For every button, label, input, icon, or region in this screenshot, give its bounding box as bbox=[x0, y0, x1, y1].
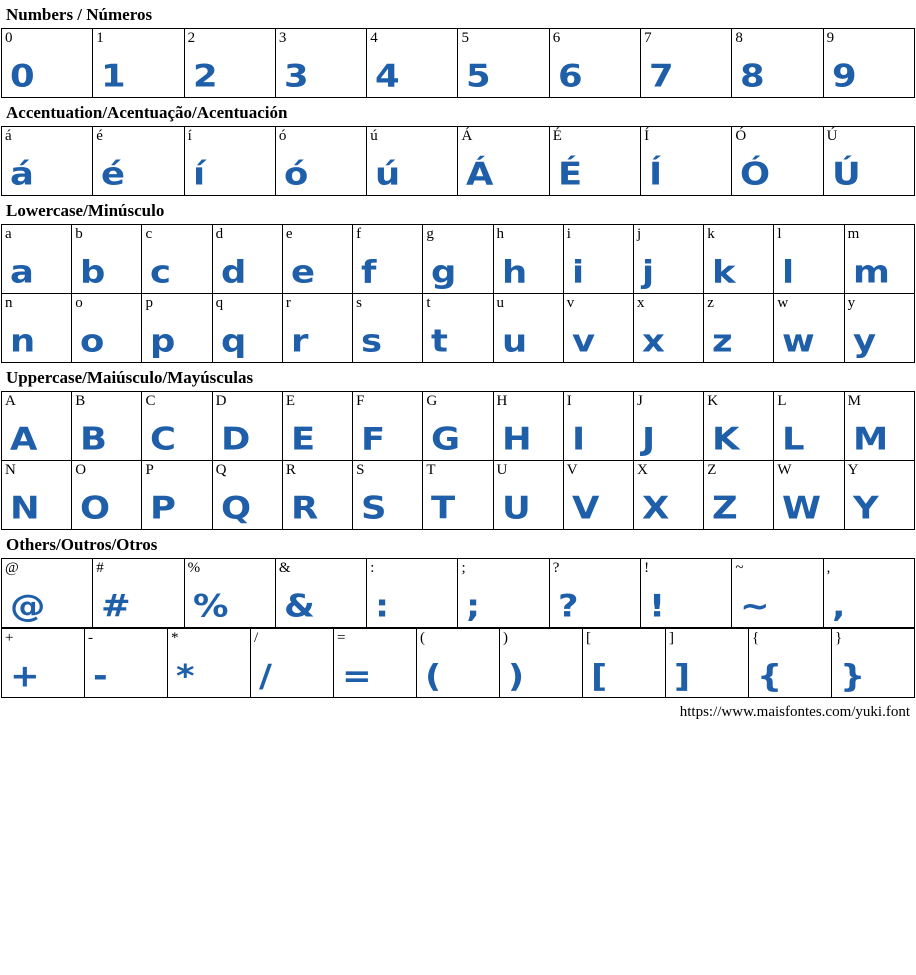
glyph-label: D bbox=[215, 393, 227, 409]
glyph-render: ) bbox=[508, 658, 525, 695]
glyph-cell bbox=[2, 294, 72, 363]
glyph-cell bbox=[72, 225, 142, 294]
glyph-cell bbox=[774, 294, 844, 363]
glyph-cell bbox=[72, 461, 142, 530]
glyph-render: Á bbox=[466, 156, 494, 193]
glyph-cell bbox=[704, 294, 774, 363]
glyph-render: c bbox=[150, 254, 172, 291]
glyph-cell bbox=[184, 559, 275, 628]
glyph-render: 8 bbox=[740, 58, 766, 95]
glyph-render: R bbox=[290, 490, 319, 527]
glyph-label: L bbox=[777, 393, 787, 409]
glyph-cell bbox=[367, 559, 458, 628]
glyph-render: f bbox=[361, 254, 377, 291]
glyph-cell bbox=[212, 392, 282, 461]
glyph-label: , bbox=[826, 560, 831, 576]
glyph-label: G bbox=[426, 393, 438, 409]
glyph-render: = bbox=[342, 658, 372, 695]
glyph-label: # bbox=[96, 560, 104, 576]
glyph-cell bbox=[844, 225, 914, 294]
glyph-label: [ bbox=[586, 630, 591, 646]
glyph-table-accentuation bbox=[1, 126, 915, 196]
glyph-cell bbox=[458, 559, 549, 628]
glyph-render: k bbox=[712, 254, 736, 291]
glyph-label: u bbox=[496, 295, 505, 311]
table-row bbox=[2, 629, 915, 698]
glyph-label: : bbox=[370, 560, 375, 576]
glyph-render: u bbox=[501, 323, 527, 360]
glyph-render: + bbox=[10, 658, 40, 695]
glyph-render: y bbox=[852, 323, 876, 360]
glyph-label: / bbox=[254, 630, 259, 646]
glyph-render: K bbox=[712, 421, 740, 458]
glyph-cell bbox=[844, 392, 914, 461]
glyph-label: x bbox=[636, 295, 645, 311]
glyph-label: W bbox=[777, 462, 792, 478]
glyph-render: í bbox=[192, 156, 205, 193]
glyph-cell bbox=[251, 629, 334, 698]
glyph-render: , bbox=[831, 588, 846, 625]
glyph-cell bbox=[493, 225, 563, 294]
glyph-label: S bbox=[356, 462, 365, 478]
glyph-cell bbox=[423, 461, 493, 530]
glyph-render: A bbox=[10, 421, 38, 458]
glyph-table-others-row2 bbox=[1, 628, 915, 698]
glyph-label: 7 bbox=[644, 30, 652, 46]
glyph-cell bbox=[823, 127, 914, 196]
glyph-cell bbox=[353, 294, 423, 363]
glyph-render: é bbox=[101, 156, 126, 193]
table-row bbox=[2, 294, 915, 363]
glyph-cell bbox=[367, 127, 458, 196]
glyph-cell bbox=[458, 127, 549, 196]
glyph-render: ú bbox=[375, 156, 401, 193]
glyph-render: C bbox=[150, 421, 177, 458]
glyph-render: 7 bbox=[649, 58, 674, 95]
glyph-label: O bbox=[75, 462, 87, 478]
glyph-cell bbox=[823, 559, 914, 628]
glyph-cell bbox=[282, 294, 352, 363]
glyph-render: / bbox=[259, 658, 272, 695]
glyph-render: Y bbox=[852, 490, 879, 527]
glyph-render: I bbox=[571, 421, 585, 458]
glyph-render: 3 bbox=[283, 58, 309, 95]
glyph-render: @ bbox=[10, 588, 46, 625]
glyph-label: i bbox=[566, 226, 571, 242]
glyph-label: { bbox=[752, 630, 760, 646]
glyph-cell bbox=[732, 127, 823, 196]
glyph-render: 1 bbox=[101, 58, 126, 95]
glyph-cell bbox=[704, 225, 774, 294]
glyph-cell bbox=[142, 294, 212, 363]
glyph-cell bbox=[184, 127, 275, 196]
glyph-render: v bbox=[571, 323, 595, 360]
glyph-cell bbox=[493, 461, 563, 530]
glyph-label: g bbox=[426, 226, 434, 242]
glyph-label: 3 bbox=[278, 30, 287, 46]
glyph-label: Ú bbox=[826, 128, 838, 144]
glyph-render: w bbox=[782, 323, 816, 360]
glyph-render: s bbox=[361, 323, 383, 360]
glyph-label: 2 bbox=[187, 30, 196, 46]
glyph-render: D bbox=[220, 421, 251, 458]
glyph-cell bbox=[633, 461, 703, 530]
glyph-render: z bbox=[712, 323, 733, 360]
glyph-cell bbox=[563, 225, 633, 294]
glyph-label: Y bbox=[847, 462, 859, 478]
glyph-label: ? bbox=[552, 560, 560, 576]
glyph-render: [ bbox=[591, 658, 608, 695]
glyph-cell bbox=[184, 29, 275, 98]
section-title-uppercase: Uppercase/Maiúsculo/Mayúsculas bbox=[6, 368, 254, 387]
glyph-cell bbox=[93, 127, 184, 196]
glyph-render: : bbox=[375, 588, 390, 625]
glyph-label: @ bbox=[5, 560, 19, 576]
glyph-label: É bbox=[552, 128, 562, 144]
glyph-render: 4 bbox=[375, 58, 400, 95]
glyph-label: y bbox=[847, 295, 856, 311]
glyph-label: Z bbox=[707, 462, 717, 478]
section-title-others: Others/Outros/Otros bbox=[6, 535, 158, 554]
glyph-cell bbox=[142, 225, 212, 294]
glyph-cell bbox=[633, 225, 703, 294]
glyph-cell bbox=[500, 629, 583, 698]
glyph-label: 0 bbox=[5, 30, 13, 46]
glyph-label: - bbox=[88, 630, 93, 646]
glyph-label: s bbox=[356, 295, 362, 311]
glyph-render: M bbox=[852, 421, 888, 458]
glyph-label: 8 bbox=[735, 30, 743, 46]
glyph-label: ~ bbox=[735, 560, 744, 576]
glyph-render: T bbox=[431, 490, 456, 527]
glyph-label: o bbox=[75, 295, 83, 311]
glyph-label: d bbox=[215, 226, 224, 242]
glyph-label: 6 bbox=[552, 30, 561, 46]
glyph-cell bbox=[832, 629, 915, 698]
glyph-render: W bbox=[782, 490, 822, 527]
glyph-cell bbox=[2, 29, 93, 98]
glyph-label: í bbox=[187, 128, 192, 144]
glyph-label: Q bbox=[215, 462, 227, 478]
glyph-cell bbox=[493, 294, 563, 363]
glyph-label: p bbox=[145, 295, 153, 311]
glyph-label: Á bbox=[461, 128, 473, 144]
glyph-cell bbox=[2, 225, 72, 294]
glyph-render: S bbox=[361, 490, 387, 527]
glyph-label: C bbox=[145, 393, 156, 409]
glyph-cell bbox=[93, 29, 184, 98]
glyph-label: 5 bbox=[461, 30, 469, 46]
glyph-table-numbers bbox=[1, 28, 915, 98]
glyph-label: 4 bbox=[370, 30, 378, 46]
glyph-cell bbox=[844, 461, 914, 530]
glyph-render: ( bbox=[425, 658, 442, 695]
glyph-render: t bbox=[431, 323, 449, 360]
glyph-label: } bbox=[835, 630, 843, 646]
glyph-label: a bbox=[5, 226, 12, 242]
glyph-label: ! bbox=[644, 560, 650, 576]
glyph-cell bbox=[749, 629, 832, 698]
glyph-cell bbox=[423, 392, 493, 461]
glyph-label: B bbox=[75, 393, 86, 409]
glyph-cell bbox=[72, 392, 142, 461]
glyph-render: H bbox=[501, 421, 532, 458]
glyph-render: V bbox=[571, 490, 600, 527]
glyph-label: T bbox=[426, 462, 436, 478]
glyph-cell bbox=[212, 461, 282, 530]
glyph-label: ó bbox=[278, 128, 287, 144]
table-row bbox=[2, 392, 915, 461]
glyph-render: Í bbox=[649, 156, 663, 193]
glyph-label: z bbox=[707, 295, 714, 311]
glyph-label: 9 bbox=[826, 30, 835, 46]
glyph-cell bbox=[458, 29, 549, 98]
glyph-label: w bbox=[777, 295, 789, 311]
glyph-table-uppercase bbox=[1, 391, 915, 530]
glyph-label: A bbox=[5, 393, 16, 409]
glyph-render: G bbox=[431, 421, 461, 458]
glyph-cell bbox=[212, 294, 282, 363]
glyph-render: É bbox=[557, 156, 582, 193]
glyph-cell bbox=[2, 392, 72, 461]
glyph-label: ; bbox=[461, 560, 466, 576]
glyph-cell bbox=[282, 392, 352, 461]
glyph-label: Í bbox=[644, 128, 650, 144]
glyph-cell bbox=[732, 29, 823, 98]
glyph-label: e bbox=[285, 226, 293, 242]
glyph-render: E bbox=[290, 421, 316, 458]
glyph-render: - bbox=[93, 658, 108, 695]
glyph-render: 9 bbox=[831, 58, 857, 95]
glyph-render: a bbox=[10, 254, 34, 291]
glyph-label: k bbox=[707, 226, 715, 242]
glyph-render: { bbox=[757, 658, 783, 695]
glyph-cell bbox=[367, 29, 458, 98]
glyph-cell bbox=[666, 629, 749, 698]
glyph-render: 2 bbox=[192, 58, 218, 95]
glyph-label: f bbox=[356, 226, 362, 242]
glyph-render: # bbox=[101, 588, 131, 625]
glyph-render: i bbox=[571, 254, 584, 291]
glyph-cell bbox=[641, 127, 732, 196]
glyph-label: % bbox=[187, 560, 201, 576]
glyph-render: b bbox=[80, 254, 106, 291]
glyph-cell bbox=[641, 29, 732, 98]
glyph-label: Ó bbox=[735, 128, 747, 144]
glyph-label: + bbox=[5, 630, 14, 646]
glyph-cell bbox=[85, 629, 168, 698]
glyph-label: U bbox=[496, 462, 508, 478]
glyph-cell bbox=[282, 461, 352, 530]
glyph-render: p bbox=[150, 323, 176, 360]
glyph-render: & bbox=[283, 588, 315, 625]
glyph-cell bbox=[353, 225, 423, 294]
glyph-label: j bbox=[636, 226, 642, 242]
glyph-cell bbox=[774, 225, 844, 294]
glyph-cell bbox=[168, 629, 251, 698]
glyph-cell bbox=[549, 127, 640, 196]
glyph-label: = bbox=[337, 630, 346, 646]
glyph-label: 1 bbox=[96, 30, 104, 46]
glyph-cell bbox=[2, 559, 93, 628]
glyph-label: r bbox=[285, 295, 291, 311]
glyph-label: F bbox=[356, 393, 365, 409]
glyph-label: l bbox=[777, 226, 782, 242]
glyph-label: X bbox=[636, 462, 648, 478]
glyph-table-others-row1 bbox=[1, 558, 915, 628]
glyph-label: q bbox=[215, 295, 224, 311]
glyph-render: B bbox=[80, 421, 108, 458]
glyph-render: P bbox=[150, 490, 177, 527]
glyph-label: á bbox=[5, 128, 12, 144]
glyph-cell bbox=[823, 29, 914, 98]
glyph-label: P bbox=[145, 462, 154, 478]
glyph-render: U bbox=[501, 490, 531, 527]
glyph-label: N bbox=[5, 462, 16, 478]
glyph-cell bbox=[2, 127, 93, 196]
glyph-render: O bbox=[80, 490, 111, 527]
glyph-cell bbox=[844, 294, 914, 363]
glyph-label: ú bbox=[370, 128, 378, 144]
glyph-cell bbox=[353, 461, 423, 530]
table-row bbox=[2, 127, 915, 196]
glyph-render: ] bbox=[674, 658, 691, 695]
glyph-label: n bbox=[5, 295, 13, 311]
glyph-cell bbox=[2, 629, 85, 698]
glyph-render: Ó bbox=[740, 156, 771, 193]
glyph-cell bbox=[93, 559, 184, 628]
glyph-render: ó bbox=[283, 156, 309, 193]
glyph-render: F bbox=[361, 421, 386, 458]
glyph-label: é bbox=[96, 128, 103, 144]
glyph-cell bbox=[212, 225, 282, 294]
glyph-cell bbox=[282, 225, 352, 294]
glyph-render: ? bbox=[557, 588, 579, 625]
glyph-render: N bbox=[10, 490, 40, 527]
glyph-label: V bbox=[566, 462, 578, 478]
glyph-render: 5 bbox=[466, 58, 492, 95]
glyph-render: Ú bbox=[831, 156, 861, 193]
glyph-label: m bbox=[847, 226, 860, 242]
glyph-render: o bbox=[80, 323, 105, 360]
glyph-cell bbox=[275, 127, 366, 196]
glyph-label: ) bbox=[503, 630, 508, 646]
glyph-cell bbox=[549, 559, 640, 628]
glyph-render: e bbox=[290, 254, 315, 291]
glyph-render: L bbox=[782, 421, 805, 458]
table-row bbox=[2, 29, 915, 98]
glyph-label: c bbox=[145, 226, 153, 242]
glyph-cell bbox=[423, 225, 493, 294]
glyph-label: b bbox=[75, 226, 83, 242]
glyph-label: & bbox=[278, 560, 291, 576]
glyph-cell bbox=[493, 392, 563, 461]
footer-url[interactable]: https://www.maisfontes.com/yuki.font bbox=[679, 704, 910, 720]
section-title-accentuation: Accentuation/Acentuação/Acentuación bbox=[6, 103, 288, 122]
glyph-cell bbox=[641, 559, 732, 628]
glyph-cell bbox=[774, 392, 844, 461]
glyph-table-lowercase bbox=[1, 224, 915, 363]
glyph-render: 6 bbox=[557, 58, 583, 95]
glyph-label: ] bbox=[669, 630, 674, 646]
glyph-label: t bbox=[426, 295, 431, 311]
table-row bbox=[2, 225, 915, 294]
glyph-cell bbox=[704, 461, 774, 530]
glyph-cell bbox=[563, 392, 633, 461]
section-title-numbers: Numbers / Números bbox=[6, 5, 153, 24]
glyph-render: h bbox=[501, 254, 527, 291]
glyph-cell bbox=[334, 629, 417, 698]
glyph-render: m bbox=[852, 254, 890, 291]
glyph-render: d bbox=[220, 254, 247, 291]
glyph-render: } bbox=[840, 658, 866, 695]
table-row bbox=[2, 559, 915, 628]
glyph-label: I bbox=[566, 393, 572, 409]
glyph-label: R bbox=[285, 462, 296, 478]
glyph-render: l bbox=[782, 254, 795, 291]
glyph-render: J bbox=[641, 421, 656, 458]
glyph-label: M bbox=[847, 393, 861, 409]
glyph-cell bbox=[732, 559, 823, 628]
glyph-render: ! bbox=[649, 588, 666, 625]
glyph-render: x bbox=[641, 323, 665, 360]
glyph-cell bbox=[704, 392, 774, 461]
glyph-cell bbox=[633, 392, 703, 461]
glyph-label: ( bbox=[420, 630, 425, 646]
glyph-cell bbox=[417, 629, 500, 698]
glyph-render: * bbox=[176, 658, 195, 695]
glyph-cell bbox=[633, 294, 703, 363]
glyph-cell bbox=[2, 461, 72, 530]
glyph-label: H bbox=[496, 393, 508, 409]
section-title-lowercase: Lowercase/Minúsculo bbox=[6, 201, 165, 220]
table-row bbox=[2, 461, 915, 530]
glyph-render: ~ bbox=[740, 588, 771, 625]
glyph-cell bbox=[142, 461, 212, 530]
glyph-cell bbox=[275, 559, 366, 628]
glyph-render: X bbox=[641, 490, 670, 527]
glyph-cell bbox=[774, 461, 844, 530]
glyph-render: r bbox=[290, 323, 309, 360]
glyph-label: K bbox=[707, 393, 719, 409]
glyph-cell bbox=[563, 461, 633, 530]
glyph-cell bbox=[583, 629, 666, 698]
glyph-cell bbox=[72, 294, 142, 363]
glyph-label: * bbox=[171, 630, 179, 646]
glyph-cell bbox=[423, 294, 493, 363]
glyph-render: j bbox=[641, 254, 655, 291]
glyph-cell bbox=[142, 392, 212, 461]
glyph-render: n bbox=[10, 323, 36, 360]
glyph-render: Q bbox=[220, 490, 251, 527]
glyph-cell bbox=[563, 294, 633, 363]
glyph-render: q bbox=[220, 323, 247, 360]
glyph-label: v bbox=[566, 295, 575, 311]
glyph-render: á bbox=[10, 156, 34, 193]
glyph-cell bbox=[549, 29, 640, 98]
glyph-label: h bbox=[496, 226, 505, 242]
glyph-cell bbox=[275, 29, 366, 98]
glyph-render: 0 bbox=[10, 58, 35, 95]
glyph-render: g bbox=[431, 254, 457, 291]
glyph-render: % bbox=[192, 588, 229, 625]
glyph-label: J bbox=[636, 393, 643, 409]
glyph-render: ; bbox=[466, 588, 481, 625]
glyph-cell bbox=[353, 392, 423, 461]
glyph-render: Z bbox=[712, 490, 738, 527]
glyph-label: E bbox=[285, 393, 296, 409]
